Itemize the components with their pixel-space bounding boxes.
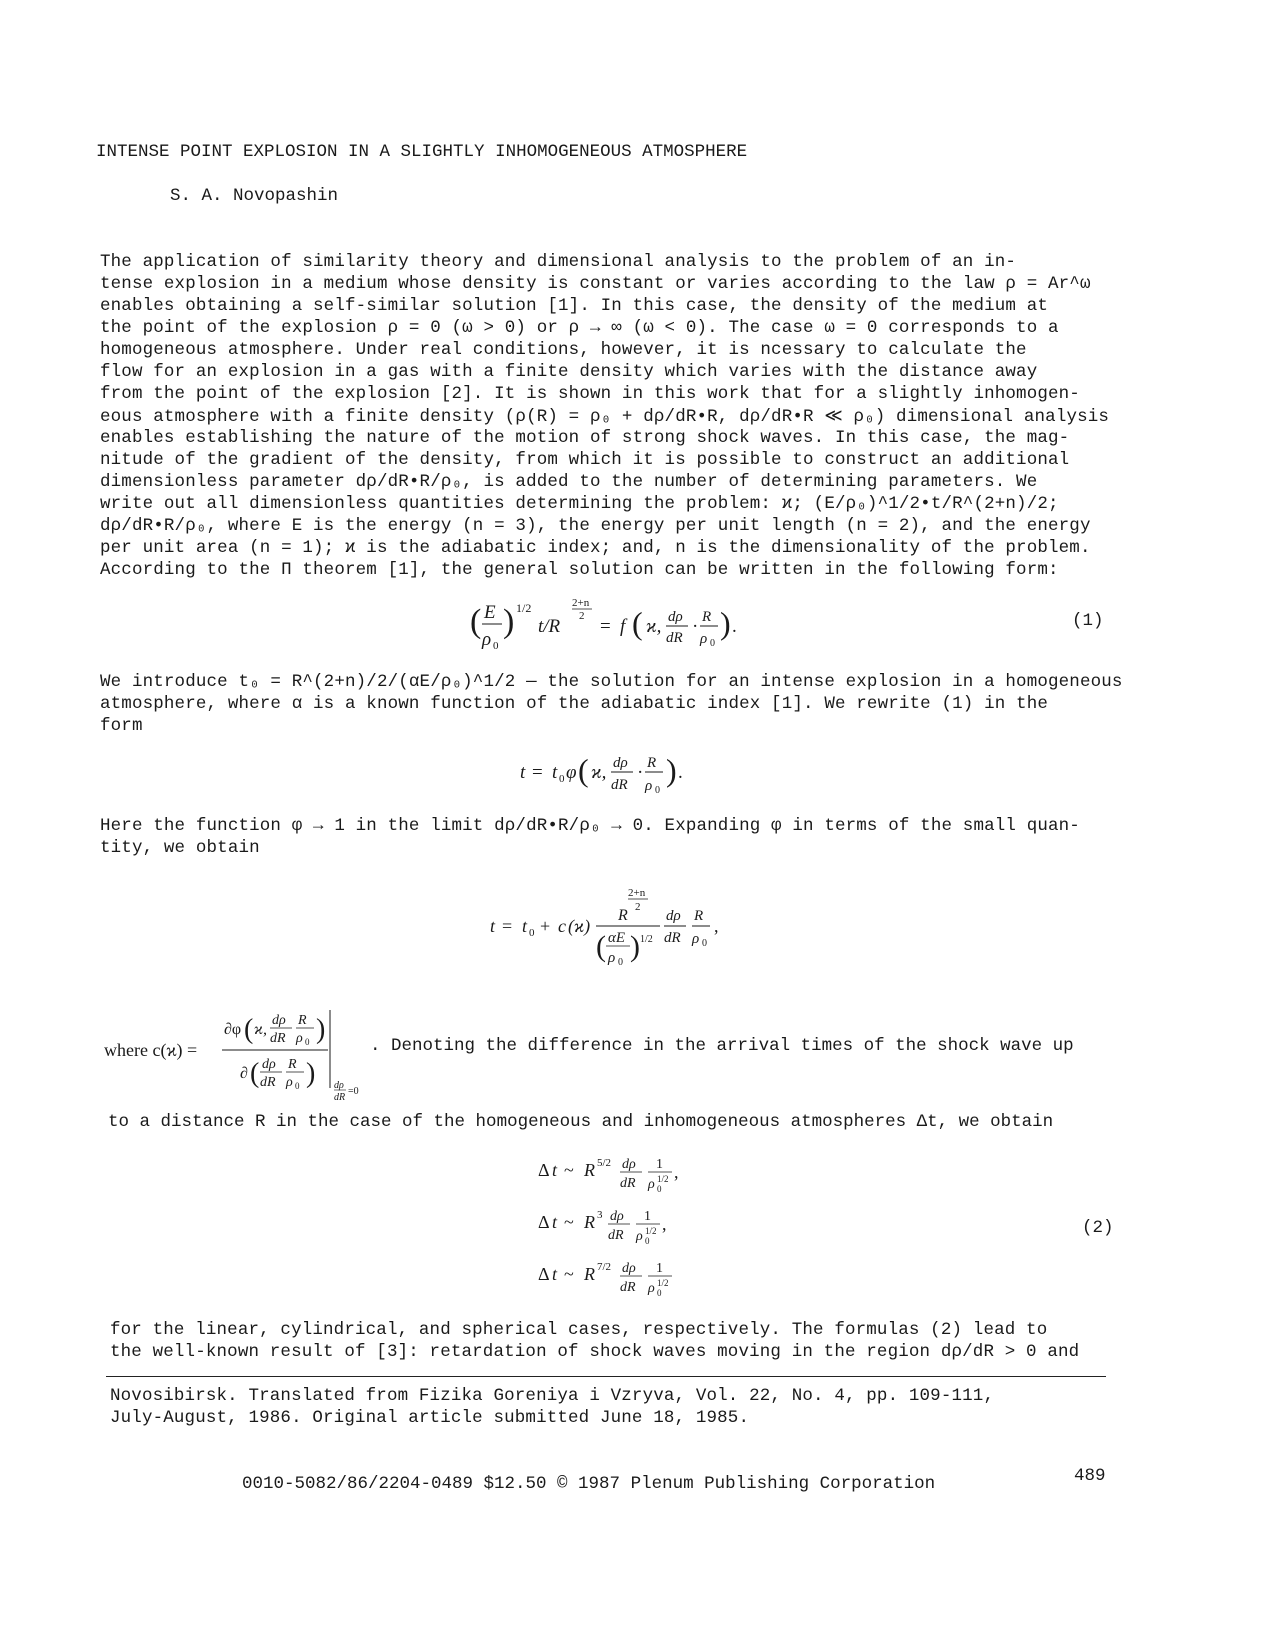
svg-text:·: · [637, 762, 644, 783]
svg-text:∂: ∂ [240, 1065, 248, 1082]
paragraph-delta-t: to a distance R in the case of the homogeneous and inhomogeneous atmospheres Δt, we obtain [108, 1112, 1054, 1132]
paragraph-t0 [100, 672, 1123, 742]
equation-2-number: (2) [1082, 1218, 1114, 1238]
svg-text:·: · [692, 616, 699, 637]
svg-text:ϰ,: ϰ, [254, 1021, 267, 1038]
text-line: per unit area (n = 1); ϰ is the adiabatic index; and, n is the dimensionality of the problem. [100, 538, 1091, 558]
svg-text:5/2: 5/2 [597, 1157, 612, 1169]
where-label: where c(ϰ) = [104, 1040, 198, 1060]
svg-text:(: ( [578, 752, 589, 788]
svg-text:1/2: 1/2 [657, 1174, 669, 1184]
text-line: flow for an explosion in a gas with a finite density which varies with the distance away [100, 362, 1038, 382]
svg-text:Δ: Δ [538, 1264, 550, 1284]
svg-text:+: + [540, 916, 551, 936]
svg-text:0: 0 [710, 638, 715, 649]
svg-text:dρ: dρ [610, 1209, 624, 1224]
svg-text:,: , [662, 1214, 667, 1234]
svg-text:2+n: 2+n [628, 887, 646, 899]
svg-text:R: R [694, 908, 704, 924]
svg-text:∂φ: ∂φ [224, 1021, 242, 1038]
equation-1-number: (1) [1072, 611, 1104, 631]
svg-text:0: 0 [655, 785, 660, 796]
svg-text:ρ: ρ [636, 1229, 643, 1244]
svg-text:0: 0 [295, 1081, 300, 1091]
svg-text:=0: =0 [348, 1086, 359, 1097]
svg-text:c: c [558, 916, 566, 936]
text-line: write out all dimensionless quantities determining the problem: ϰ; (E/ρ₀)^1/2•t/R^(2+n)/2; [100, 494, 1059, 514]
svg-text:ρ: ρ [645, 778, 653, 794]
svg-text:dR: dR [664, 930, 681, 946]
article-author: S. A. Novopashin [170, 186, 339, 206]
text-line: enables obtaining a self-similar solution [1]. In this case, the density of the medium at [100, 296, 1049, 316]
svg-text:2: 2 [635, 901, 641, 913]
text-line: tense explosion in a medium whose density is constant or varies according to the law ρ = Ar^ω [100, 274, 1091, 294]
equation-t-phi [518, 744, 708, 800]
equation-t-expansion [488, 882, 738, 982]
svg-text:0: 0 [618, 957, 623, 968]
svg-text:~: ~ [564, 1212, 574, 1232]
svg-text:dR: dR [611, 777, 628, 793]
svg-text:): ) [306, 1058, 316, 1089]
svg-text:1/2: 1/2 [657, 1278, 669, 1288]
svg-text:1: 1 [644, 1209, 651, 1224]
text-line: the point of the explosion ρ = 0 (ω > 0) or ρ → ∞ (ω < 0). The case ω = 0 corresponds to a [100, 318, 1059, 338]
svg-text:t: t [490, 916, 496, 936]
svg-text:(: ( [470, 603, 482, 640]
text-line: form [100, 716, 143, 736]
svg-text:(: ( [596, 930, 606, 963]
page-number: 489 [1074, 1466, 1106, 1486]
svg-text:ρ: ρ [608, 950, 616, 966]
svg-text:7/2: 7/2 [597, 1261, 612, 1273]
svg-text:ϰ,: ϰ, [591, 762, 607, 783]
svg-text:~: ~ [564, 1160, 574, 1180]
svg-text:dρ: dρ [272, 1013, 286, 1028]
svg-text:,: , [674, 1162, 679, 1182]
svg-text:R: R [298, 1013, 307, 1028]
svg-text:dρ: dρ [262, 1057, 276, 1072]
svg-text:1: 1 [656, 1261, 663, 1276]
footnote-divider [106, 1376, 1106, 1377]
svg-text:Δ: Δ [538, 1160, 550, 1180]
svg-text:,: , [714, 916, 719, 936]
equation-2 [536, 1148, 716, 1308]
text-line: We introduce t₀ = R^(2+n)/2/(αE/ρ₀)^1/2 — the solution for an intense explosion in a homogeneous [100, 672, 1123, 692]
text-line: nitude of the gradient of the density, from which it is possible to construct an additional [100, 450, 1070, 470]
text-line: homogeneous atmosphere. Under real conditions, however, it is ncessary to calculate the [100, 340, 1027, 360]
footnote [110, 1386, 1130, 1432]
svg-text:): ) [720, 605, 731, 641]
svg-text:): ) [666, 752, 677, 788]
svg-text:): ) [316, 1014, 326, 1045]
svg-text:R: R [618, 907, 628, 924]
denoting-text: . Denoting the difference in the arrival times of the shock wave up [370, 1036, 1074, 1056]
svg-text:2+n: 2+n [572, 597, 590, 609]
svg-text:3: 3 [597, 1209, 603, 1221]
svg-text:t: t [552, 762, 558, 783]
svg-text:dR: dR [334, 1092, 346, 1103]
svg-text:dρ: dρ [622, 1157, 636, 1172]
svg-text:dρ: dρ [666, 908, 681, 924]
svg-text:(: ( [250, 1058, 260, 1089]
svg-text:R: R [702, 609, 712, 625]
svg-text:(: ( [632, 605, 643, 641]
equation-1 [470, 590, 800, 654]
svg-text:dρ: dρ [622, 1261, 636, 1276]
copyright-line: 0010-5082/86/2204-0489 $12.50 © 1987 Plenum Publishing Corporation [242, 1474, 936, 1494]
text-line: The application of similarity theory and dimensional analysis to the problem of an in- [100, 252, 1017, 272]
svg-text:ρ: ρ [700, 631, 708, 647]
svg-text:(ϰ): (ϰ) [568, 916, 591, 936]
svg-text:0: 0 [657, 1288, 662, 1298]
svg-text:dρ: dρ [334, 1080, 344, 1091]
text-line: the well-known result of [3]: retardation of shock waves moving in the region dρ/dR > 0 and [110, 1342, 1080, 1362]
svg-text:0: 0 [702, 938, 707, 949]
svg-text:dR: dR [620, 1176, 636, 1191]
text-line: atmosphere, where α is a known function of the adiabatic index [1]. We rewrite (1) in the [100, 694, 1049, 714]
text-line: dimensionless parameter dρ/dR•R/ρ₀, is added to the number of determining parameters. We [100, 472, 1038, 492]
svg-text:): ) [630, 930, 640, 963]
text-line: for the linear, cylindrical, and spherical cases, respectively. The formulas (2) lead to [110, 1320, 1048, 1340]
svg-text:1: 1 [656, 1157, 663, 1172]
text-line: According to the Π theorem [1], the general solution can be written in the following form: [100, 560, 1059, 580]
svg-text:αE: αE [608, 930, 626, 946]
equation-c-definition [222, 1004, 382, 1104]
svg-text:dR: dR [270, 1031, 286, 1046]
svg-text:1/2: 1/2 [645, 1226, 657, 1236]
svg-text:dρ: dρ [668, 609, 683, 625]
svg-text:0: 0 [645, 1236, 650, 1246]
text-line: enables establishing the nature of the motion of strong shock waves. In this case, the mag- [100, 428, 1070, 448]
svg-text:0: 0 [305, 1037, 310, 1047]
svg-text:0: 0 [559, 773, 565, 785]
svg-text:.: . [732, 616, 737, 637]
svg-text:ρ: ρ [482, 629, 492, 650]
svg-text:R: R [584, 1264, 595, 1284]
svg-text:=: = [502, 916, 513, 936]
svg-text:2: 2 [579, 610, 585, 622]
text-line: tity, we obtain [100, 838, 260, 858]
text-line: July-August, 1986. Original article submitted June 18, 1985. [110, 1408, 750, 1428]
article-title: INTENSE POINT EXPLOSION IN A SLIGHTLY INHOMOGENEOUS ATMOSPHERE [96, 142, 748, 162]
svg-text:=: = [532, 762, 543, 783]
svg-text:ϰ,: ϰ, [646, 616, 662, 637]
svg-text:R: R [584, 1160, 595, 1180]
text-line: from the point of the explosion [2]. It is shown in this work that for a slightly inhomogen- [100, 384, 1080, 404]
svg-text:): ) [503, 603, 515, 640]
text-line: eous atmosphere with a finite density (ρ(R) = ρ₀ + dρ/dR•R, dρ/dR•R ≪ ρ₀) dimensional analysis [100, 407, 1110, 427]
svg-text:=: = [600, 616, 611, 637]
svg-text:t: t [552, 1160, 558, 1180]
svg-text:t: t [520, 762, 526, 783]
svg-text:dρ: dρ [613, 755, 628, 771]
svg-text:dR: dR [620, 1280, 636, 1295]
svg-text:~: ~ [564, 1264, 574, 1284]
svg-text:R: R [584, 1212, 595, 1232]
svg-text:ρ: ρ [692, 931, 700, 947]
svg-text:1/2: 1/2 [516, 601, 532, 615]
svg-text:0: 0 [493, 640, 499, 652]
svg-text:dR: dR [608, 1228, 624, 1243]
svg-text:ρ: ρ [286, 1075, 293, 1090]
paragraph-intro [100, 252, 1120, 592]
svg-text:dR: dR [666, 630, 683, 646]
svg-text:0: 0 [529, 927, 535, 939]
svg-text:R: R [288, 1057, 297, 1072]
paragraph-expansion [100, 816, 1120, 862]
text-line: Here the function φ → 1 in the limit dρ/dR•R/ρ₀ → 0. Expanding φ in terms of the small quan- [100, 816, 1080, 836]
svg-text:Δ: Δ [538, 1212, 550, 1232]
svg-text:ρ: ρ [648, 1281, 655, 1296]
svg-text:0: 0 [657, 1184, 662, 1194]
svg-text:ρ: ρ [648, 1177, 655, 1192]
svg-text:t: t [552, 1264, 558, 1284]
svg-text:.: . [678, 762, 683, 783]
svg-text:1/2: 1/2 [640, 934, 653, 945]
svg-text:dR: dR [260, 1075, 276, 1090]
svg-text:t: t [522, 916, 528, 936]
text-line: dρ/dR•R/ρ₀, where E is the energy (n = 3), the energy per unit length (n = 2), and the energy [100, 516, 1091, 536]
svg-text:f: f [620, 616, 626, 637]
svg-text:(: ( [244, 1014, 254, 1045]
svg-text:φ: φ [566, 762, 577, 783]
paragraph-conclusion [110, 1320, 1130, 1366]
text-line: Novosibirsk. Translated from Fizika Goreniya i Vzryva, Vol. 22, No. 4, pp. 109-111, [110, 1386, 995, 1406]
svg-text:R: R [647, 755, 657, 771]
svg-text:E: E [484, 602, 496, 623]
svg-text:ρ: ρ [296, 1031, 303, 1046]
svg-text:t: t [552, 1212, 558, 1232]
svg-text:t/R: t/R [538, 616, 561, 637]
